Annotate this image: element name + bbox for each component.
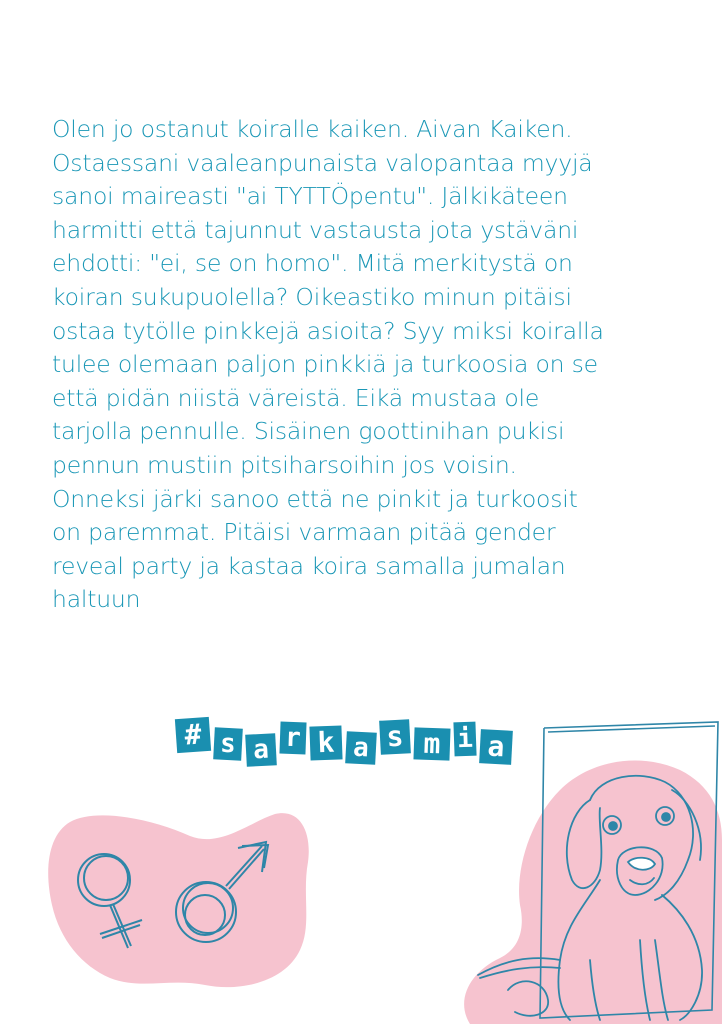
text-line: että pidän niistä väreistä. Eikä mustaa ole bbox=[52, 383, 540, 412]
hashtag-tile: # bbox=[175, 717, 211, 753]
hashtag-tile: a bbox=[245, 733, 277, 767]
hashtag-tile: a bbox=[345, 731, 377, 765]
hashtag-sarkasmia bbox=[176, 716, 512, 766]
text-line: ostaa tytölle pinkkejä asioita? Syy miksi koiralla bbox=[52, 316, 604, 345]
text-line: Olen jo ostanut koiralle kaiken. Aivan Kaiken. bbox=[52, 115, 573, 143]
text-line: sanoi maireasti "ai TYTTÖpentu". Jälkikäteen bbox=[52, 182, 568, 211]
hashtag-tile: i bbox=[453, 722, 476, 757]
hashtag-tile: m bbox=[413, 727, 450, 760]
hashtag-tile: k bbox=[309, 725, 342, 760]
text-line: pennun mustiin pitsiharsoihin jos voisin. bbox=[52, 450, 517, 479]
hashtag-tile: s bbox=[379, 719, 411, 755]
text-line: Ostaessani vaaleanpunaista valopantaa myyjä bbox=[52, 148, 593, 177]
text-line: koiran sukupuolella? Oikeastiko minun pitäisi bbox=[52, 282, 572, 311]
text-line: harmitti että tajunnut vastausta jota ystäväni bbox=[52, 215, 579, 244]
hashtag-tile: r bbox=[279, 722, 306, 755]
text-line: ehdotti: "ei, se on homo". Mitä merkitystä on bbox=[52, 249, 573, 278]
text-line: tulee olemaan paljon pinkkiä ja turkoosia on se bbox=[52, 350, 598, 379]
text-line: reveal party ja kastaa koira samalla jumalan bbox=[52, 551, 566, 580]
hashtag-tile: s bbox=[213, 727, 243, 760]
text-line: tarjolla pennulle. Sisäinen goottinihan pukisi bbox=[52, 417, 565, 446]
text-line: haltuun bbox=[52, 585, 141, 614]
hashtag-tile: a bbox=[479, 729, 513, 765]
text-line: on paremmat. Pitäisi varmaan pitää gender bbox=[52, 518, 556, 547]
text-line: Onneksi järki sanoo että ne pinkit ja turkoosit bbox=[52, 484, 578, 513]
